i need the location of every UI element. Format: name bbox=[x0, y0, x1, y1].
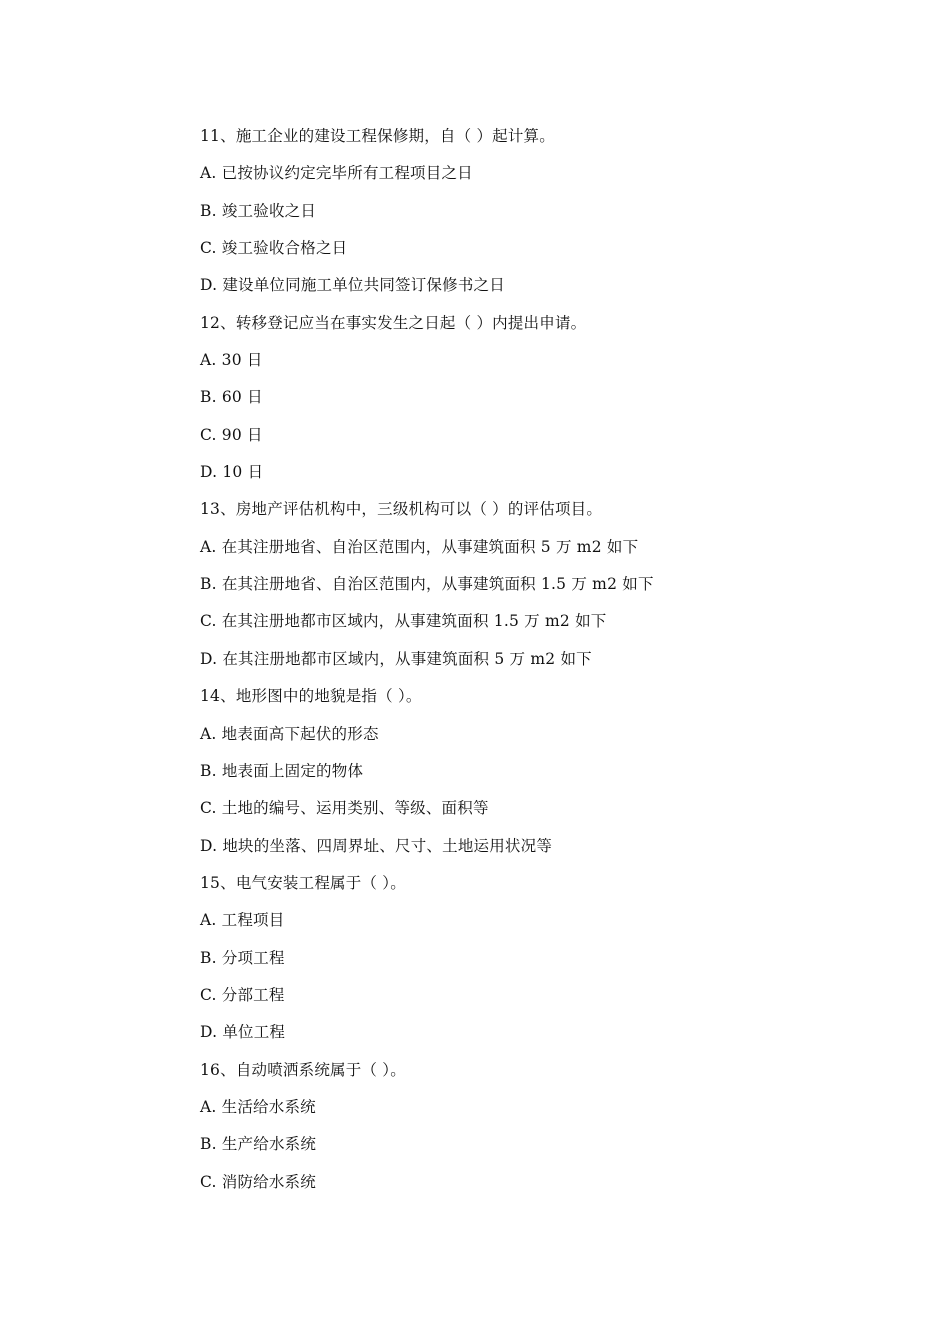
question-13-option-c: C. 在其注册地都市区域内，从事建筑面积 1.5 万 m2 如下 bbox=[200, 612, 607, 631]
question-14-option-a: A. 地表面高下起伏的形态 bbox=[200, 724, 379, 743]
question-12-option-b: B. 60 日 bbox=[200, 388, 263, 407]
question-14-option-d: D. 地块的坐落、四周界址、尺寸、土地运用状况等 bbox=[200, 836, 553, 855]
question-15-option-c: C. 分部工程 bbox=[200, 985, 285, 1004]
question-15-option-a: A. 工程项目 bbox=[200, 911, 285, 930]
question-16-option-a: A. 生活给水系统 bbox=[200, 1097, 316, 1116]
question-12-option-c: C. 90 日 bbox=[200, 425, 263, 444]
question-13-option-a: A. 在其注册地省、自治区范围内，从事建筑面积 5 万 m2 如下 bbox=[200, 537, 639, 556]
question-11-option-d: D. 建设单位同施工单位共同签订保修书之日 bbox=[200, 276, 505, 295]
question-11-option-b: B. 竣工验收之日 bbox=[200, 201, 317, 220]
question-12-option-d: D. 10 日 bbox=[200, 463, 264, 482]
question-list bbox=[200, 118, 860, 1201]
question-14-option-c: C. 土地的编号、运用类别、等级、面积等 bbox=[200, 799, 489, 818]
question-11-stem: 11、施工企业的建设工程保修期，自（ ）起计算。 bbox=[200, 127, 555, 145]
question-13-stem: 13、房地产评估机构中，三级机构可以（ ）的评估项目。 bbox=[200, 500, 603, 519]
question-16-option-b: B. 生产给水系统 bbox=[200, 1135, 317, 1154]
question-14-stem: 14、地形图中的地貌是指（ ）。 bbox=[200, 687, 422, 706]
question-15-option-b: B. 分项工程 bbox=[200, 948, 285, 967]
question-16-option-c: C. 消防给水系统 bbox=[200, 1172, 316, 1191]
question-14-option-b: B. 地表面上固定的物体 bbox=[200, 761, 364, 780]
question-15-option-d: D. 单位工程 bbox=[200, 1023, 286, 1042]
question-16-stem: 16、自动喷洒系统属于（ ）。 bbox=[200, 1060, 406, 1079]
question-12-stem: 12、转移登记应当在事实发生之日起（ ）内提出申请。 bbox=[200, 313, 587, 332]
question-11-option-a: A. 已按协议约定完毕所有工程项目之日 bbox=[200, 164, 473, 183]
question-13-option-d: D. 在其注册地都市区域内，从事建筑面积 5 万 m2 如下 bbox=[200, 649, 592, 668]
question-13-option-b: B. 在其注册地省、自治区范围内，从事建筑面积 1.5 万 m2 如下 bbox=[200, 575, 654, 594]
question-12-option-a: A. 30 日 bbox=[200, 351, 263, 370]
question-11-option-c: C. 竣工验收合格之日 bbox=[200, 239, 348, 258]
question-15-stem: 15、电气安装工程属于（ ）。 bbox=[200, 873, 406, 892]
